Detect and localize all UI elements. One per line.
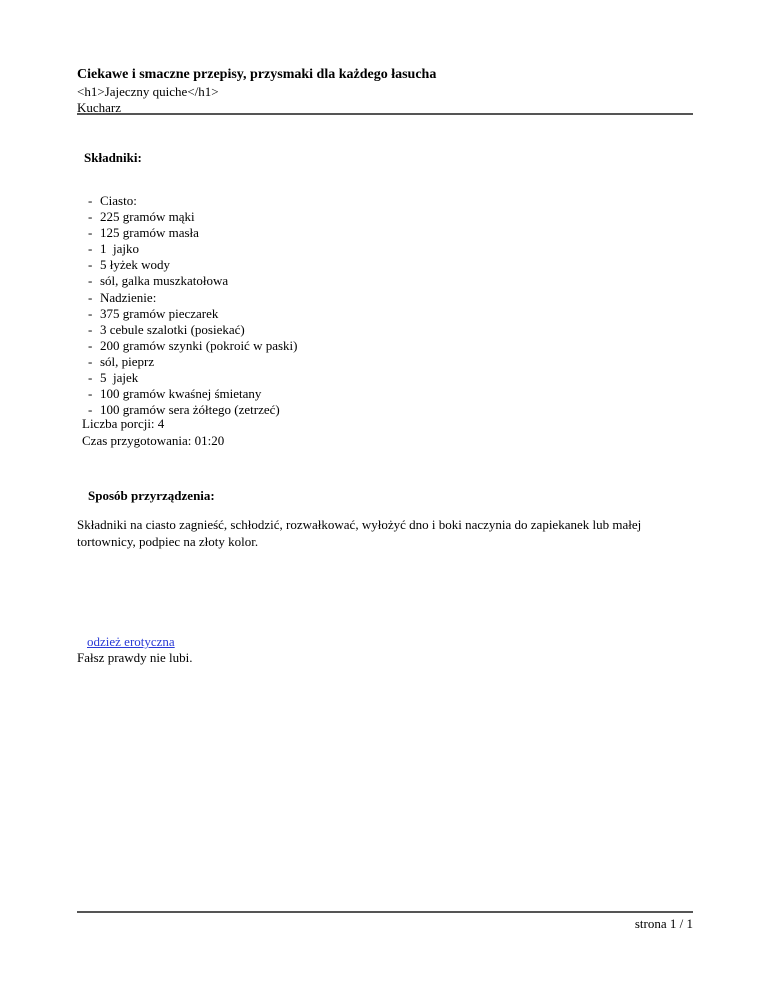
list-dash: - xyxy=(88,353,93,369)
ingredient-text: Nadzienie: xyxy=(100,289,157,305)
list-item xyxy=(88,354,298,370)
list-dash: - xyxy=(88,386,93,402)
list-item xyxy=(88,209,298,225)
ingredient-text: 5 łyżek wody xyxy=(100,257,171,273)
list-dash: - xyxy=(88,241,93,257)
ingredient-text: 5 jajek xyxy=(100,370,139,386)
preparation-text: Składniki na ciasto zagnieść, schłodzić, rozwałkować, wyłożyć dno i boki naczynia do zapiekanek lub małej tortownicy, podpiec na złoty kolor. xyxy=(77,517,642,549)
servings: Liczba porcji: 4 xyxy=(82,416,165,431)
quote: Fałsz prawdy nie lubi. xyxy=(77,650,193,665)
ingredient-text: 3 cebule szalotki (posiekać) xyxy=(100,321,245,337)
list-dash: - xyxy=(88,402,93,418)
list-item xyxy=(88,306,298,322)
list-dash: - xyxy=(88,337,93,353)
list-dash: - xyxy=(88,257,93,273)
list-item xyxy=(88,257,298,273)
list-dash: - xyxy=(88,273,93,289)
list-dash: - xyxy=(88,305,93,321)
ingredient-text: 200 gramów szynki (pokroić w paski) xyxy=(100,337,298,353)
list-dash: - xyxy=(88,193,93,208)
list-item xyxy=(88,273,298,289)
list-item xyxy=(88,386,298,402)
ingredient-text: 1 jajko xyxy=(100,241,139,257)
page-number: strona 1 / 1 xyxy=(634,916,693,931)
recipe-meta xyxy=(82,416,224,449)
ad-link[interactable]: odzież erotyczna xyxy=(87,634,175,649)
site-title: Ciekawe i smaczne przepisy, przysmaki dla każdego łasucha xyxy=(77,67,437,82)
footer-divider xyxy=(77,911,693,913)
recipe-title: <h1>Jajeczny quiche</h1> xyxy=(77,84,219,99)
list-dash: - xyxy=(88,321,93,337)
ingredients-heading: Składniki: xyxy=(84,150,142,165)
list-item xyxy=(88,322,298,338)
ingredients-list xyxy=(88,193,298,418)
author: Kucharz xyxy=(77,100,122,115)
preparation-heading: Sposób przyrządzenia: xyxy=(88,488,215,503)
list-item xyxy=(88,370,298,386)
ingredient-text: 225 gramów mąki xyxy=(100,209,195,225)
ingredient-text: Ciasto: xyxy=(100,193,137,208)
list-item xyxy=(88,193,298,209)
list-item xyxy=(88,338,298,354)
list-dash: - xyxy=(88,289,93,305)
prep-time: Czas przygotowania: 01:20 xyxy=(82,432,225,448)
list-dash: - xyxy=(88,225,93,241)
ingredient-text: 375 gramów pieczarek xyxy=(100,305,219,321)
ingredient-text: 100 gramów kwaśnej śmietany xyxy=(100,386,262,402)
list-dash: - xyxy=(88,209,93,225)
ingredient-text: 125 gramów masła xyxy=(100,225,199,241)
list-item xyxy=(88,290,298,306)
ingredient-text: sól, pieprz xyxy=(100,353,155,369)
ingredient-text: 100 gramów sera żółtego (zetrzeć) xyxy=(100,402,280,418)
list-item xyxy=(88,241,298,257)
ingredient-text: sól, galka muszkatołowa xyxy=(100,273,229,289)
page-header xyxy=(77,66,693,116)
header-divider xyxy=(77,113,693,115)
list-dash: - xyxy=(88,370,93,386)
list-item xyxy=(88,225,298,241)
